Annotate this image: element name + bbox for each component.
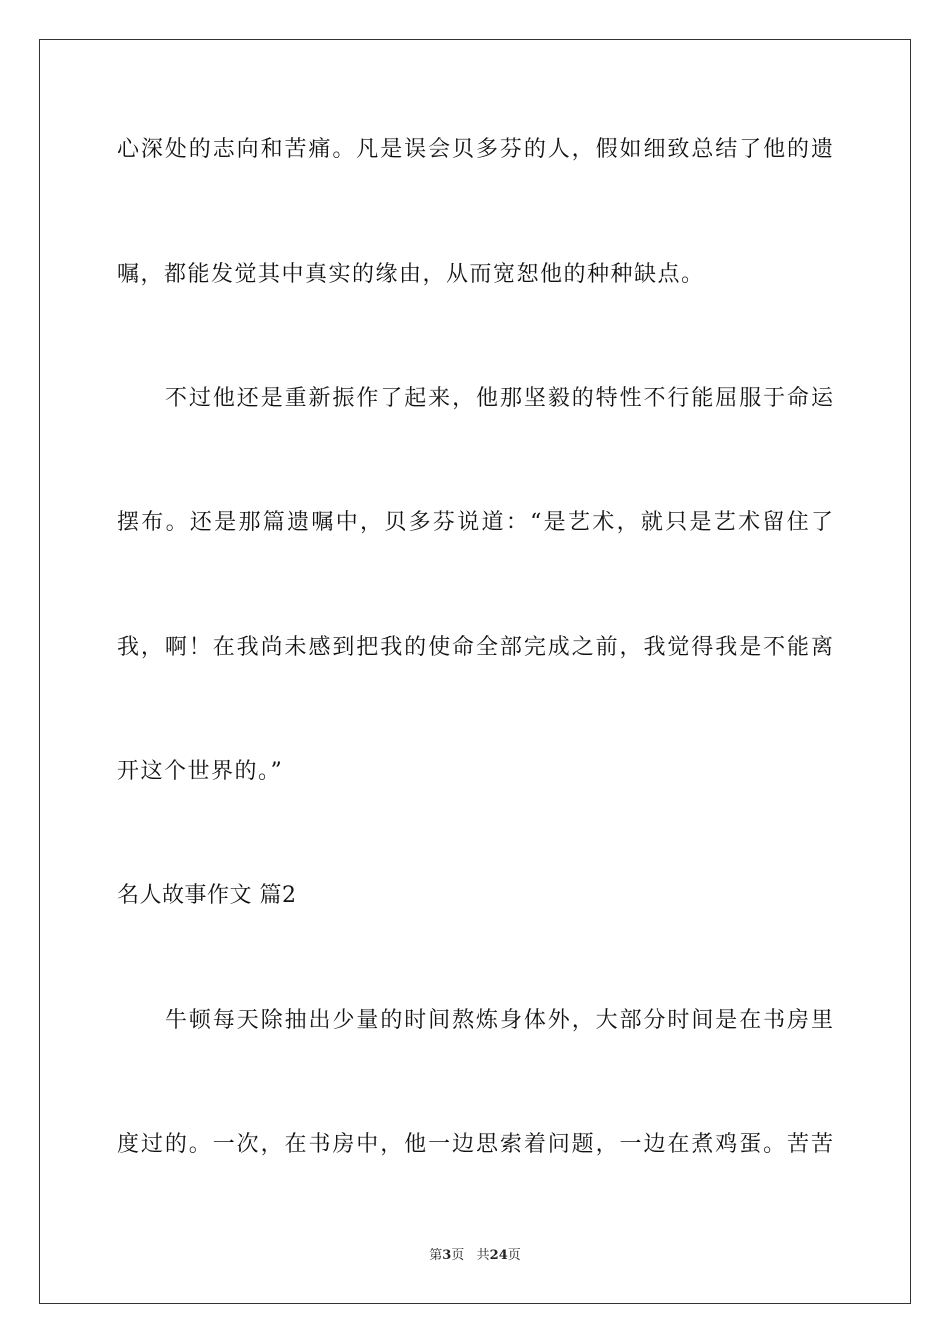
footer-prefix: 第 bbox=[429, 1248, 443, 1263]
footer-suffix: 页 bbox=[507, 1248, 521, 1263]
page-border bbox=[39, 39, 911, 1304]
footer-current-page: 3 bbox=[442, 1248, 452, 1263]
page-footer bbox=[0, 1247, 950, 1265]
paragraph-line-3: 不过他还是重新振作了起来，他那坚毅的特性不行能屈服于命运 bbox=[165, 386, 833, 411]
paragraph-line-8: 度过的。一次，在书房中，他一边思索着问题，一边在煮鸡蛋。苦苦 bbox=[117, 1132, 833, 1157]
paragraph-line-1: 心深处的志向和苦痛。凡是误会贝多芬的人，假如细致总结了他的遗 bbox=[117, 137, 833, 162]
paragraph-line-5: 我，啊！在我尚未感到把我的使命全部完成之前，我觉得我是不能离 bbox=[117, 635, 833, 660]
paragraph-line-7: 牛顿每天除抽出少量的时间熬炼身体外，大部分时间是在书房里 bbox=[165, 1008, 833, 1033]
footer-total-pages: 24 bbox=[489, 1248, 508, 1263]
paragraph-line-6: 开这个世界的。” bbox=[117, 759, 284, 784]
section-heading: 名人故事作文 篇2 bbox=[117, 883, 297, 908]
paragraph-line-4: 摆布。还是那篇遗嘱中，贝多芬说道：“是艺术，就只是艺术留住了 bbox=[117, 510, 833, 535]
footer-middle: 页 共 bbox=[451, 1248, 490, 1263]
paragraph-line-2: 嘱，都能发觉其中真实的缘由，从而宽恕他的种种缺点。 bbox=[117, 262, 705, 287]
